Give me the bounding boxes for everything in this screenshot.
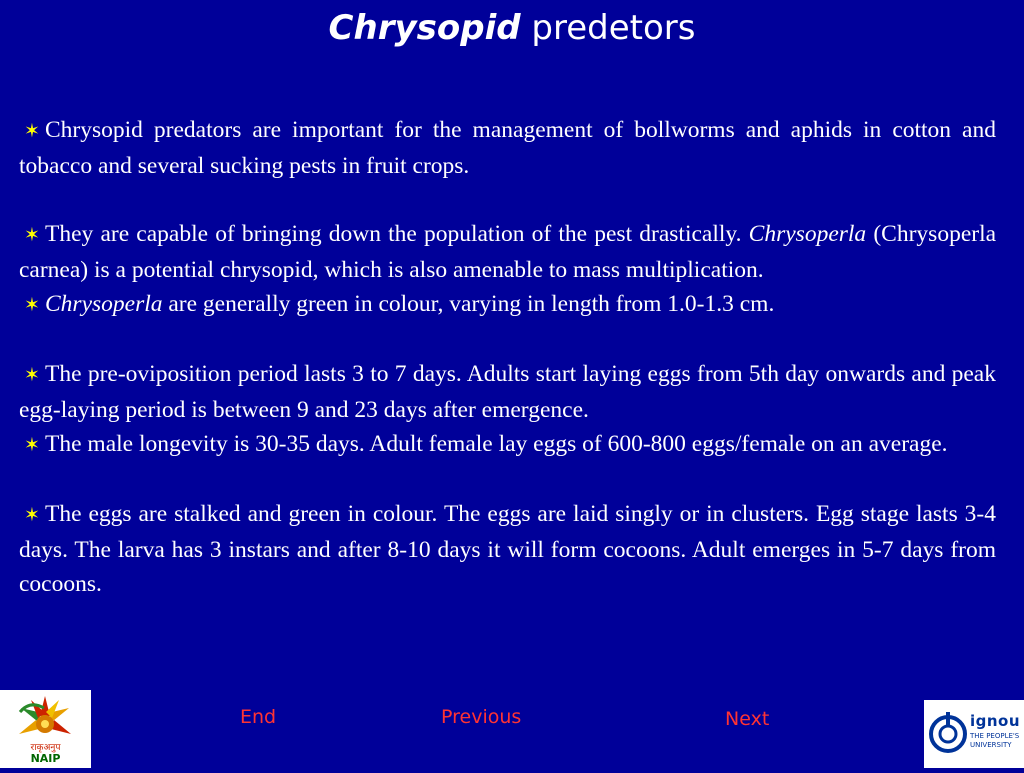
- star-icon: ✶: [24, 121, 40, 142]
- star-icon: ✶: [24, 225, 40, 246]
- bullet-item: [19, 427, 996, 463]
- bullet-text: The pre-oviposition period lasts 3 to 7 days. Adults start laying eggs from 5th day onwards and peak egg-laying period is between 9 and 23 days after emergence.: [19, 361, 996, 423]
- star-icon: ✶: [24, 295, 40, 316]
- bullet-item: [19, 113, 996, 183]
- bullet-text: The eggs are stalked and green in colour. The eggs are laid singly or in clusters. Egg stage lasts 3-4 days. The larva has 3 instars and after 8-10 days it will form cocoons. Adult emerges in 5-7 days from cocoons.: [19, 501, 996, 597]
- bullet-text: They are capable of bringing down the population of the pest drastically.: [45, 221, 742, 247]
- bullet-item: [19, 287, 996, 323]
- bullet-text: (Chrysoperla carnea) is a potential chrysopid, which is also amenable to mass multiplication.: [19, 221, 997, 283]
- bullet-text: The male longevity is 30-35 days. Adult female lay eggs of 600-800 eggs/female on an average.: [45, 431, 948, 457]
- ignou-emblem-icon: [926, 704, 970, 764]
- ignou-logo: [924, 700, 1024, 768]
- slide-body: [19, 113, 996, 601]
- ignou-tagline: THE PEOPLE'S UNIVERSITY: [970, 732, 1020, 749]
- bullet-item: [19, 357, 996, 427]
- bullet-italic-term: Chrysoperla: [45, 291, 163, 317]
- bullet-italic-term: Chrysoperla: [748, 221, 867, 247]
- slide-title: [0, 4, 1024, 52]
- bullet-item: [19, 497, 996, 601]
- star-icon: ✶: [24, 505, 40, 526]
- naip-hindi-label: राकृअनुप: [30, 743, 61, 753]
- bullet-text: are generally green in colour, varying in length from 1.0-1.3 cm.: [168, 291, 775, 317]
- star-icon: ✶: [24, 435, 40, 456]
- slide-title-rest: predetors: [531, 8, 696, 48]
- star-icon: ✶: [24, 365, 40, 386]
- naip-label: NAIP: [30, 752, 61, 765]
- previous-link[interactable]: Previous: [441, 706, 522, 728]
- slide-title-emphasis: Chrysopid: [328, 8, 521, 48]
- next-link[interactable]: Next: [725, 708, 770, 730]
- bullet-item: [19, 217, 996, 287]
- bullet-text: Chrysopid predators are important for the management of bollworms and aphids in cotton and tobacco and several sucking pests in fruit crops.: [19, 117, 996, 179]
- ignou-name: ignou: [970, 712, 1021, 730]
- naip-logo: [0, 690, 91, 768]
- end-link[interactable]: End: [240, 706, 277, 728]
